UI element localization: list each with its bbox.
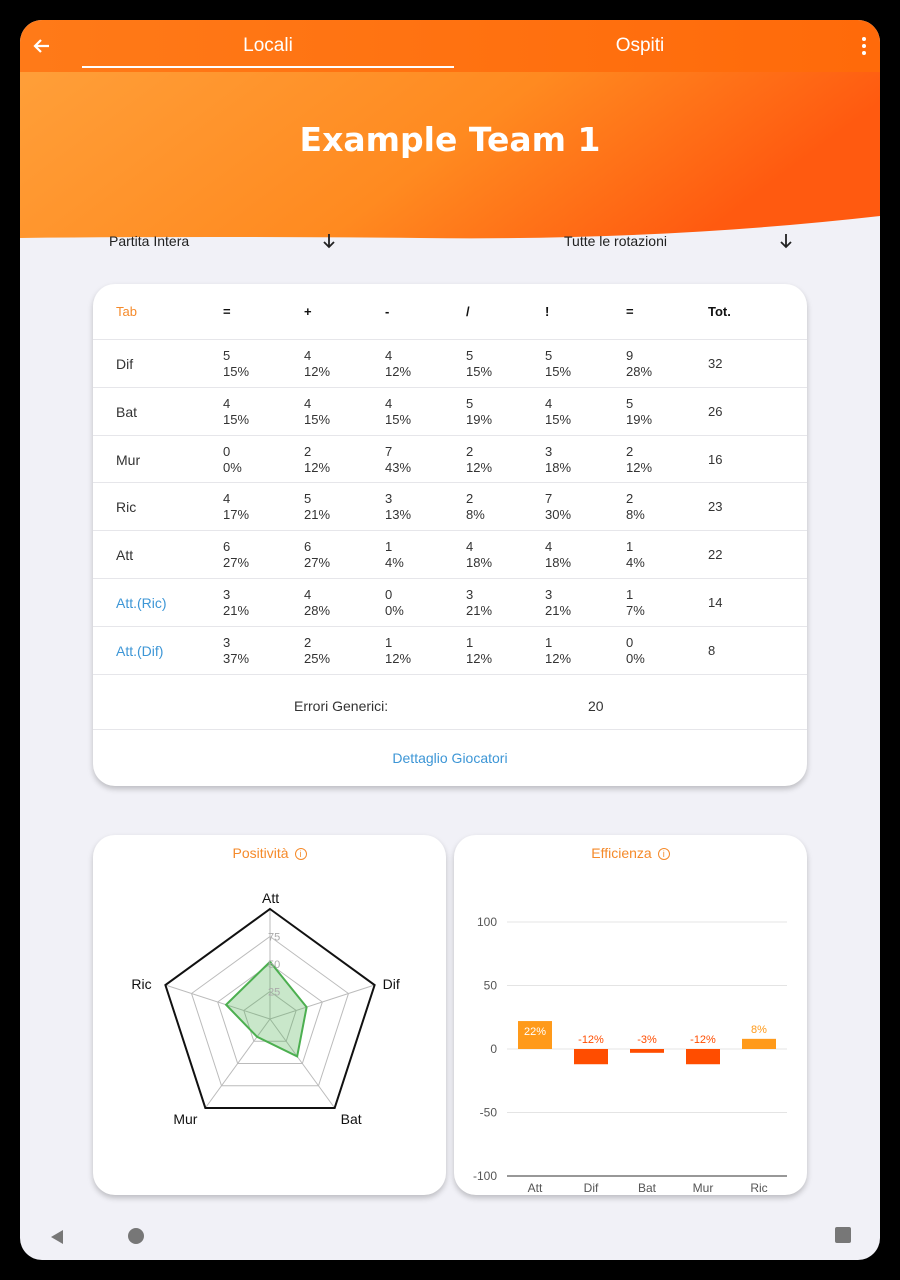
cell-count: 3 [466, 587, 474, 602]
cell-percent: 17% [223, 507, 250, 523]
bar-rect [574, 1049, 608, 1064]
table-row[interactable] [93, 579, 807, 627]
row-label: Ric [116, 499, 137, 516]
cell-count: 0 [385, 587, 393, 602]
cell-percent: 19% [466, 411, 493, 427]
cell-count: 7 [385, 443, 393, 459]
radar-tick-label: 50 [268, 959, 281, 971]
chart-title-text: Efficienza [591, 845, 652, 861]
bar-value-label: 8% [751, 1023, 767, 1036]
cell-count: 2 [304, 443, 312, 459]
bar-value-label: -12% [578, 1034, 604, 1046]
app-screen [20, 20, 880, 1260]
radar-axis-label: Mur [173, 1110, 198, 1127]
table-header-cell: / [466, 304, 470, 319]
table-row [93, 340, 807, 388]
arrow-down-icon [321, 232, 337, 250]
cell-percent: 12% [304, 459, 331, 475]
info-icon[interactable]: i [658, 848, 670, 860]
cell-percent: 15% [385, 411, 412, 427]
table-header-cell: ! [545, 304, 550, 319]
cell-count: 1 [385, 634, 393, 650]
cell-percent: 13% [385, 507, 412, 523]
cell-count: 6 [304, 539, 312, 555]
efficienza-chart-card [454, 835, 807, 1195]
cell-count: 0 [223, 443, 231, 459]
table-header-row [93, 284, 807, 340]
radar-tick-label: 75 [268, 931, 281, 944]
cell-percent: 15% [545, 411, 572, 427]
cell-count: 1 [545, 634, 553, 650]
cell-percent: 15% [223, 411, 250, 427]
cell-percent: 27% [223, 555, 250, 571]
bar-value-label: 22% [523, 1026, 547, 1039]
cell-count: 5 [626, 395, 634, 411]
cell-count: 2 [466, 491, 474, 507]
row-total: 22 [708, 547, 723, 563]
row-total: 8 [708, 642, 716, 658]
cell-count: 1 [626, 539, 634, 555]
errori-generici-row [93, 682, 807, 730]
bar-category-label: Bat [637, 1181, 657, 1195]
cell-percent: 25% [304, 650, 331, 666]
cell-count: 4 [466, 539, 474, 555]
bar-category-label: Att [527, 1181, 543, 1195]
bar-rect [742, 1039, 776, 1049]
cell-percent: 12% [626, 459, 653, 475]
bar-rect [686, 1049, 720, 1064]
cell-count: 2 [466, 443, 474, 459]
system-nav-bar [20, 1216, 880, 1260]
cell-count: 1 [626, 587, 634, 602]
cell-count: 0 [626, 634, 634, 650]
table-header-cell: = [223, 304, 231, 319]
table-row [93, 388, 807, 436]
row-label: Dif [116, 356, 134, 372]
bar-y-tick-label: 0 [490, 1042, 497, 1056]
cell-count: 4 [385, 348, 393, 363]
cell-percent: 15% [466, 364, 493, 379]
cell-count: 5 [545, 348, 553, 363]
radar-axis-label: Att [262, 890, 280, 906]
radar-data-area [226, 962, 307, 1057]
row-total: 26 [708, 403, 723, 419]
cell-percent: 12% [545, 650, 572, 666]
cell-percent: 12% [466, 650, 493, 666]
cell-percent: 21% [466, 603, 493, 618]
table-header-cell: Tot. [708, 304, 731, 319]
errori-label: Errori Generici: [294, 698, 389, 714]
radar-axis-label: Ric [131, 976, 152, 993]
bar-category-label: Dif [583, 1181, 599, 1195]
cell-percent: 28% [304, 603, 331, 618]
row-total: 32 [708, 356, 723, 371]
row-label: Att [116, 547, 134, 564]
cell-count: 6 [223, 539, 231, 555]
table-row [93, 531, 807, 579]
bar-value-label: -3% [637, 1034, 657, 1046]
cell-percent: 15% [304, 411, 331, 427]
table-header-cell: = [626, 304, 634, 319]
row-total: 14 [708, 595, 723, 610]
cell-percent: 4% [385, 555, 404, 571]
radar-chart [93, 835, 446, 1195]
cell-percent: 18% [545, 459, 572, 475]
bar-rect [630, 1049, 664, 1053]
cell-percent: 30% [545, 507, 572, 523]
stats-table-card [93, 284, 807, 786]
table-row [93, 436, 807, 484]
cell-count: 4 [304, 395, 312, 411]
arrow-back-icon [32, 36, 52, 56]
radar-axis-label: Bat [340, 1110, 362, 1127]
cell-percent: 0% [223, 459, 242, 475]
more-vert-icon[interactable] [856, 34, 872, 58]
cell-percent: 12% [304, 364, 331, 379]
cell-count: 5 [304, 491, 312, 507]
period-filter-label: Partita Intera [109, 233, 190, 249]
row-label: Bat [116, 403, 138, 420]
row-label[interactable]: Att.(Dif) [116, 642, 164, 659]
cell-percent: 12% [466, 459, 493, 475]
cell-count: 7 [545, 491, 553, 507]
cell-percent: 12% [385, 650, 412, 666]
cell-count: 3 [545, 587, 553, 602]
tab-indicator [82, 66, 454, 68]
cell-percent: 4% [626, 555, 645, 571]
row-label: Mur [116, 451, 141, 468]
bar-y-tick-label: 50 [483, 978, 497, 993]
tab-locali[interactable]: Locali [243, 35, 293, 56]
bar-category-label: Ric [750, 1181, 768, 1195]
cell-count: 1 [466, 634, 474, 650]
cell-percent: 37% [223, 650, 250, 666]
cell-percent: 19% [626, 411, 653, 427]
cell-percent: 27% [304, 555, 331, 571]
bar-category-label: Mur [692, 1181, 714, 1195]
cell-percent: 43% [385, 459, 412, 475]
table-header-cell: + [304, 304, 312, 319]
bar-value-label: -12% [690, 1034, 716, 1046]
cell-count: 5 [223, 348, 231, 363]
row-total: 16 [708, 451, 723, 467]
nav-back-icon[interactable] [48, 1228, 66, 1246]
info-icon[interactable]: i [295, 848, 307, 860]
cell-count: 4 [304, 587, 312, 602]
table-row[interactable] [93, 627, 807, 675]
bar-chart [454, 835, 807, 1195]
nav-recent-icon[interactable] [835, 1227, 851, 1243]
tab-ospiti[interactable]: Ospiti [615, 35, 665, 56]
cell-count: 2 [626, 491, 634, 507]
bar-y-tick-label: -50 [479, 1105, 497, 1120]
row-label[interactable]: Att.(Ric) [116, 595, 167, 611]
radar-axis-label: Dif [382, 976, 400, 993]
table-row [93, 483, 807, 531]
rotation-filter-label: Tutte le rotazioni [564, 233, 667, 249]
cell-count: 5 [466, 395, 474, 411]
radar-tick-label: 25 [268, 986, 281, 999]
period-filter[interactable] [109, 226, 337, 256]
cell-percent: 28% [626, 364, 653, 379]
top-app-bar [20, 20, 880, 72]
errori-value: 20 [588, 698, 604, 714]
cell-count: 9 [626, 348, 634, 363]
cell-percent: 15% [223, 364, 250, 379]
cell-percent: 15% [545, 364, 572, 379]
cell-count: 3 [545, 443, 553, 459]
cell-count: 2 [304, 634, 312, 650]
nav-home-icon[interactable] [128, 1228, 144, 1244]
cell-count: 3 [223, 634, 231, 650]
bar-y-tick-label: -100 [472, 1169, 497, 1183]
cell-percent: 18% [545, 555, 572, 571]
arrow-down-icon [778, 232, 794, 250]
positivita-chart-card [93, 835, 446, 1195]
cell-count: 5 [466, 348, 474, 363]
cell-percent: 8% [466, 507, 485, 523]
cell-count: 3 [385, 491, 393, 507]
bar-y-tick-label: 100 [476, 915, 497, 929]
chart-title-text: Positività [232, 845, 289, 861]
cell-count: 4 [385, 395, 393, 411]
rotation-filter[interactable] [564, 226, 794, 256]
cell-count: 4 [223, 395, 231, 411]
dettaglio-giocatori-link[interactable]: Dettaglio Giocatori [392, 750, 508, 766]
cell-count: 1 [385, 539, 393, 555]
back-button[interactable] [28, 32, 56, 60]
team-title: Example Team 1 [299, 120, 601, 159]
cell-count: 4 [304, 348, 312, 363]
cell-percent: 8% [626, 507, 645, 523]
cell-count: 4 [223, 491, 231, 507]
cell-percent: 0% [385, 603, 404, 618]
cell-count: 4 [545, 395, 553, 411]
cell-percent: 21% [223, 603, 250, 618]
cell-percent: 21% [545, 603, 572, 618]
table-header-cell[interactable]: Tab [116, 304, 137, 319]
cell-count: 3 [223, 587, 231, 602]
cell-count: 2 [626, 443, 634, 459]
cell-percent: 12% [385, 364, 412, 379]
table-header-cell: - [385, 304, 390, 319]
cell-count: 4 [545, 539, 553, 555]
row-total: 23 [708, 499, 723, 515]
cell-percent: 18% [466, 555, 493, 571]
cell-percent: 0% [626, 650, 645, 666]
cell-percent: 21% [304, 507, 331, 523]
cell-percent: 7% [626, 603, 645, 618]
